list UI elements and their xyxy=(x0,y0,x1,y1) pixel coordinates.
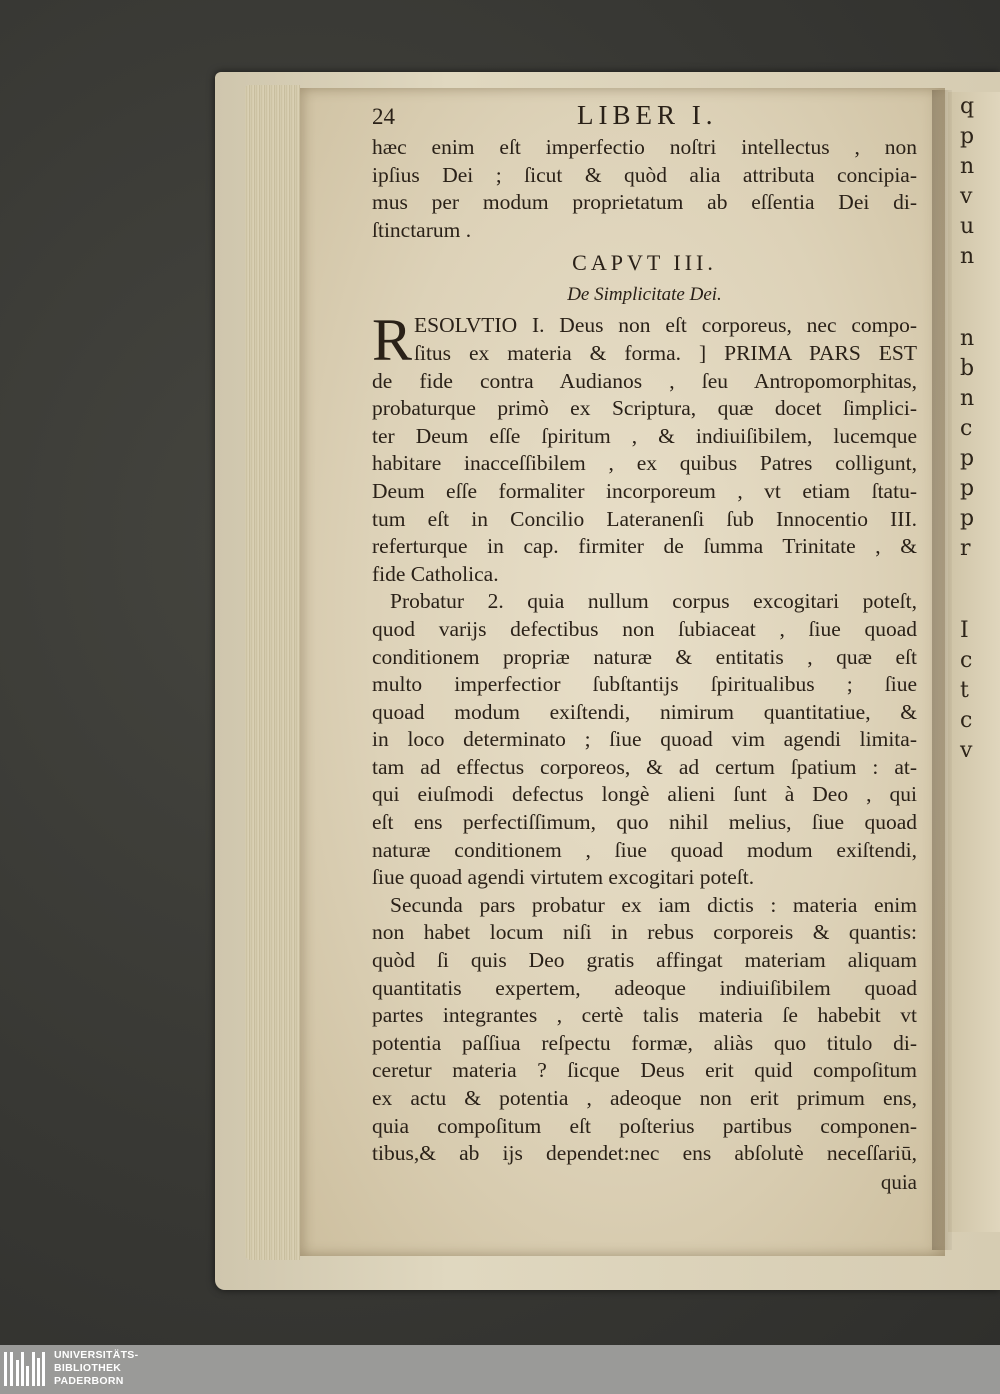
facing-page-fragment: r xyxy=(960,536,971,561)
logo-bar xyxy=(21,1352,24,1386)
text-line: ſtinctarum . xyxy=(372,217,472,242)
facing-page-fragment: v xyxy=(960,738,973,763)
logo-bar xyxy=(26,1366,29,1386)
facing-page-fragment: q xyxy=(960,94,975,119)
text-line: quod varijs defectibus non ſubiaceat , ſiue quoad xyxy=(372,616,917,641)
facing-page-fragment: n xyxy=(960,154,975,179)
facing-page-fragment: b xyxy=(960,356,975,381)
logo-bar xyxy=(10,1352,13,1386)
facing-page-fragment: p xyxy=(960,124,975,149)
page-edges xyxy=(245,85,300,1260)
text-line: ter Deum eſſe ſpiritum , & indiuiſibilem, lucemque xyxy=(372,423,917,448)
facing-page-fragment: c xyxy=(960,648,973,673)
library-logo-icon xyxy=(4,1352,46,1386)
facing-page-fragment: u xyxy=(960,214,975,239)
text-line: conditionem propriæ naturæ & entitatis , quæ eſt xyxy=(372,644,917,669)
text-line: ESOLVTIO I. Deus non eſt corporeus, nec compo- xyxy=(414,313,917,338)
text-line: multo imperfectior ſubſtantijs ſpiritualibus ; ſiue xyxy=(372,672,917,697)
text-line: referturque in cap. firmiter de ſumma Trinitate , & xyxy=(372,534,917,559)
footer-bar xyxy=(0,1345,1000,1394)
text-line: probaturque primò ex Scriptura, quæ docet ſimplici- xyxy=(372,396,917,421)
catchword: quia xyxy=(880,1169,917,1194)
facing-page-fragment: c xyxy=(960,708,973,733)
logo-bar xyxy=(32,1352,35,1386)
facing-page-fragment: p xyxy=(960,476,975,501)
text-line: mus per modum proprietatum ab eſſentia Dei di- xyxy=(372,190,917,215)
library-name xyxy=(54,1349,138,1388)
text-line: tibus,& ab ijs dependet:nec ens abſolutè neceſſariū, xyxy=(372,1141,917,1166)
opening-paragraph xyxy=(372,134,917,244)
logo-bar xyxy=(42,1352,45,1386)
library-name-line: PADERBORN xyxy=(54,1375,124,1387)
logo-bar xyxy=(16,1360,19,1386)
gutter-shadow xyxy=(932,90,952,1250)
facing-page-fragment: t xyxy=(960,678,969,703)
chapter-title: CAPVT III. xyxy=(572,250,717,276)
text-line: Secunda pars probatur ex iam dictis : materia enim xyxy=(390,892,917,917)
text-line: quantitatis expertem, adeoque indiuiſibilem quoad xyxy=(372,975,917,1000)
text-line: hæc enim eſt imperfectio noſtri intellectus , non xyxy=(372,135,917,159)
facing-page-fragment: n xyxy=(960,386,975,411)
paragraph-probatur xyxy=(372,588,917,892)
text-line: quia compoſitum eſt poſterius partibus componen- xyxy=(372,1113,917,1138)
text-line: ceretur materia ? ſicque Deus erit quid compoſitum xyxy=(372,1058,917,1083)
page-text xyxy=(372,100,917,1196)
text-line: in loco determinato ; ſiue quoad vim agendi limita- xyxy=(372,727,917,752)
facing-page-fragment: n xyxy=(960,244,975,269)
text-line: quòd ſi quis Deo gratis affingat materiam aliquam xyxy=(372,948,917,973)
text-line: non habet locum niſi in rebus corporeis & quantis: xyxy=(372,920,917,945)
facing-page-fragment: v xyxy=(960,184,973,209)
text-line: eſt ens perfectiſſimum, quo nihil melius, ſiue quoad xyxy=(372,810,917,835)
paragraph-prima-pars xyxy=(372,368,917,589)
text-line: ex actu & potentia , adeoque non erit primum ens, xyxy=(372,1086,917,1110)
facing-page-fragment: n xyxy=(960,326,975,351)
logo-bar xyxy=(37,1358,40,1386)
logo-bar xyxy=(4,1352,7,1386)
library-name-line: UNIVERSITÄTS- xyxy=(54,1349,139,1361)
text-line: habitare inacceſſibilem , ex quibus Patres colligunt, xyxy=(372,451,917,476)
chapter-subtitle: De Simplicitate Dei. xyxy=(567,284,722,306)
facing-page-fragment: c xyxy=(960,416,973,441)
facing-page-fragment: p xyxy=(960,446,975,471)
drop-cap: R xyxy=(372,307,413,374)
text-line: tam ad effectus corporeos, & ad certum ſpatium : at- xyxy=(372,754,917,779)
text-line: qui eiuſmodi defectus longè alieni ſunt à Deo , qui xyxy=(372,782,917,807)
text-line: tum eſt in Concilio Lateranenſi ſub Innocentio III. xyxy=(372,506,917,531)
text-line: Deum eſſe formaliter incorporeum , vt etiam ſtatu- xyxy=(372,478,917,503)
running-head xyxy=(372,100,917,134)
text-line: quoad modum exiſtendi, nimirum quantitatiue, & xyxy=(372,699,917,724)
library-name-line: BIBLIOTHEK xyxy=(54,1362,122,1374)
text-line: ſitus ex materia & forma. ] PRIMA PARS EST xyxy=(414,340,917,365)
running-head-title: LIBER I. xyxy=(577,100,718,130)
resolutio-heading xyxy=(372,307,917,374)
text-line: Probatur 2. quia nullum corpus excogitari poteſt, xyxy=(390,589,917,614)
text-line: partes integrantes , certè talis materia ſe habebit vt xyxy=(372,1003,917,1028)
text-line: naturæ conditionem , ſiue quoad modum exiſtendi, xyxy=(372,837,917,862)
facing-page-fragment: I xyxy=(960,618,969,643)
text-line: potentia paſſiua reſpectu formæ, aliàs quo titulo di- xyxy=(372,1030,917,1055)
text-line: de fide contra Audianos , ſeu Antropomorphitas, xyxy=(372,368,917,393)
facing-page-fragment: p xyxy=(960,506,975,531)
paragraph-secunda-pars xyxy=(372,892,917,1168)
facing-page xyxy=(948,92,1000,1232)
page-number: 24 xyxy=(372,104,395,129)
text-line: ſiue quoad agendi virtutem excogitari poteſt. xyxy=(372,865,755,890)
text-line: fide Catholica. xyxy=(372,561,499,586)
text-line: ipſius Dei ; ſicut & quòd alia attributa concipia- xyxy=(372,162,917,187)
